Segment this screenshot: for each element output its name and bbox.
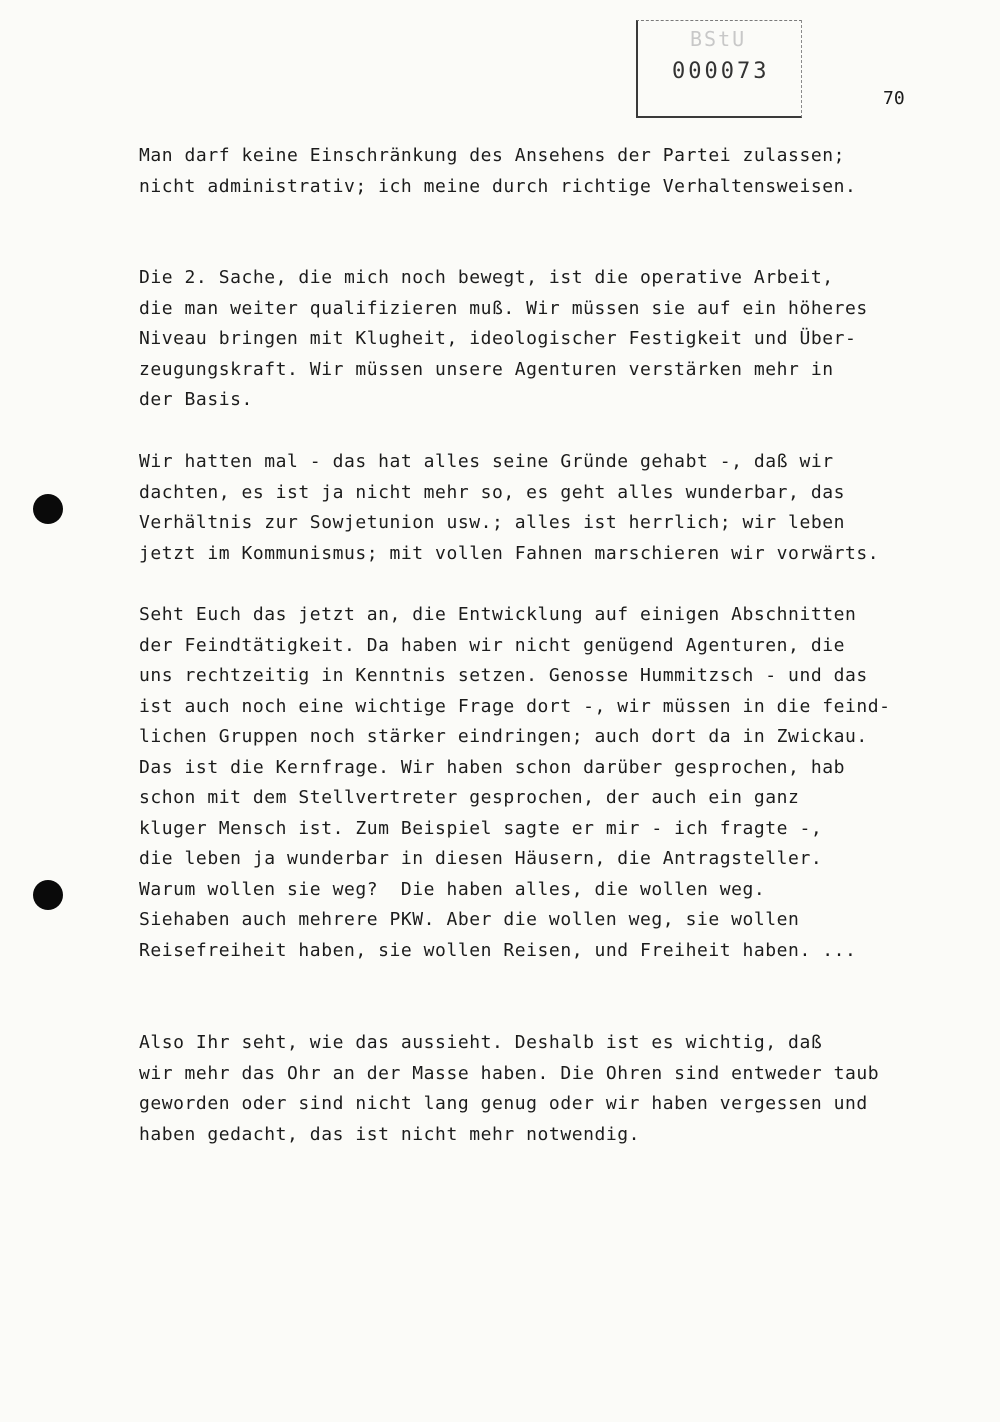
paragraph-1: Man darf keine Einschränkung des Ansehens der Partei zulassen; nicht administrativ; ich meine durch richtige Verhaltensweisen. — [139, 145, 857, 197]
paragraph-4: Seht Euch das jetzt an, die Entwicklung auf einigen Abschnitten der Feindtätigkeit. Da haben wir nicht genügend Agenturen, die uns rechtzeitig in Kenntnis setzen. Genosse Hummitzsch - und das ist auch noch eine wichtige Frage dort -, wir müssen in die feind- lichen Gruppen noch stärker eindringen; auch dort da in Zwickau. Das ist die Kernfrage. Wir haben schon darüber gesprochen, hab schon mit dem Stellvertreter gesprochen, der auch ein ganz kluger Mensch ist. Zum Beispiel sagte er mir - ich fragte -, die leben ja wunderbar in diesen Häusern, die Antragsteller. Warum wollen sie weg? Die haben alles, die wollen weg. Siehaben auch mehrere PKW. Aber die wollen weg, sie wollen Reisefreiheit haben, sie wollen Reisen, und Freiheit haben. ... — [139, 604, 891, 961]
punch-hole-top — [33, 494, 63, 524]
paragraph-3: Wir hatten mal - das hat alles seine Gründe gehabt -, daß wir dachten, es ist ja nicht mehr so, es geht alles wunderbar, das Verhältnis zur Sowjetunion usw.; alles ist herrlich; wir leben jetzt im Kommunismus; mit vollen Fahnen marschieren wir vorwärts. — [139, 451, 880, 564]
archive-stamp — [636, 20, 802, 118]
paragraph-2: Die 2. Sache, die mich noch bewegt, ist die operative Arbeit, die man weiter qualifizieren muß. Wir müssen sie auf ein höheres Niveau bringen mit Klugheit, ideologischer Festigkeit und Über- zeugungskraft. Wir müssen unsere Agenturen verstärken mehr in der Basis. — [139, 267, 868, 410]
stamp-number: 000073 — [672, 59, 770, 84]
page-number: 70 — [883, 88, 905, 109]
stamp-organization: BStU — [690, 27, 747, 51]
paragraph-5: Also Ihr seht, wie das aussieht. Deshalb ist es wichtig, daß wir mehr das Ohr an der Masse haben. Die Ohren sind entweder taub geworden oder sind nicht lang genug oder wir haben vergessen und haben gedacht, das ist nicht mehr notwendig. — [139, 1032, 880, 1145]
punch-hole-bottom — [33, 880, 63, 910]
